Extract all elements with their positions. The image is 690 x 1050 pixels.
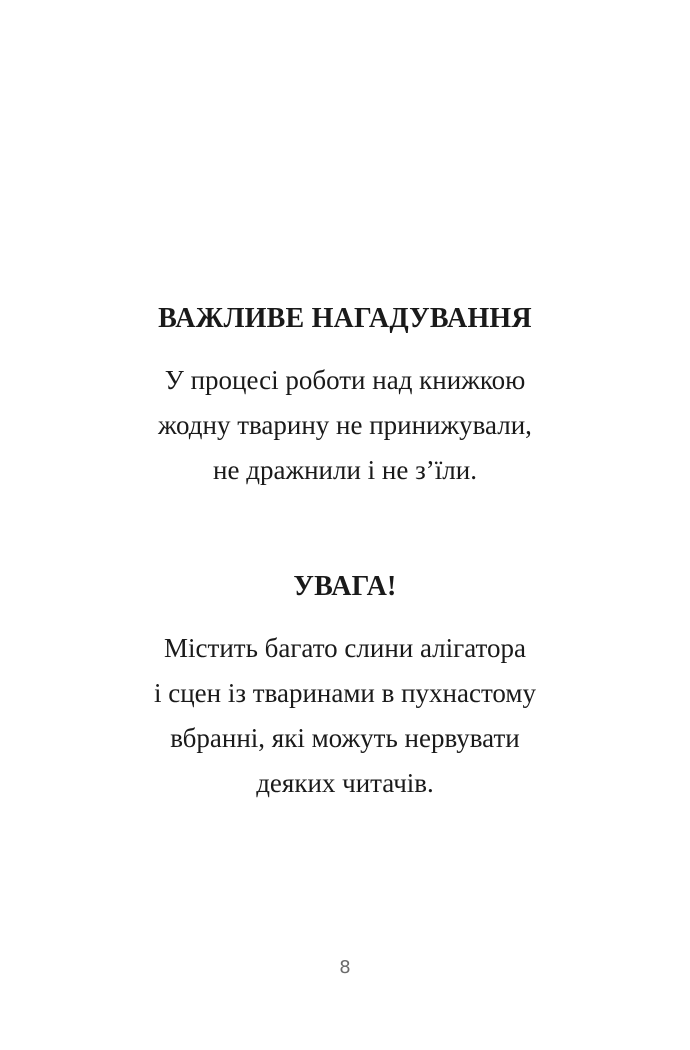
warning-paragraph [0,626,690,806]
warning-line: вбранні, які можуть нервувати [170,723,520,753]
reminder-line: У процесі роботи над книжкою [164,365,526,395]
reminder-line: жодну тварину не принижували, [158,410,532,440]
reminder-paragraph [0,358,690,493]
warning-line: Містить багато слини алігатора [164,633,526,663]
page-number: 8 [339,957,351,978]
warning-line: деяких читачів. [256,768,434,798]
reminder-line: не дражнили і не з’їли. [213,455,477,485]
warning-line: і сцен із тваринами в пухнастому [153,678,536,708]
reminder-heading: ВАЖЛИВЕ НАГАДУВАННЯ [158,303,532,334]
warning-heading: УВАГА! [293,571,397,602]
